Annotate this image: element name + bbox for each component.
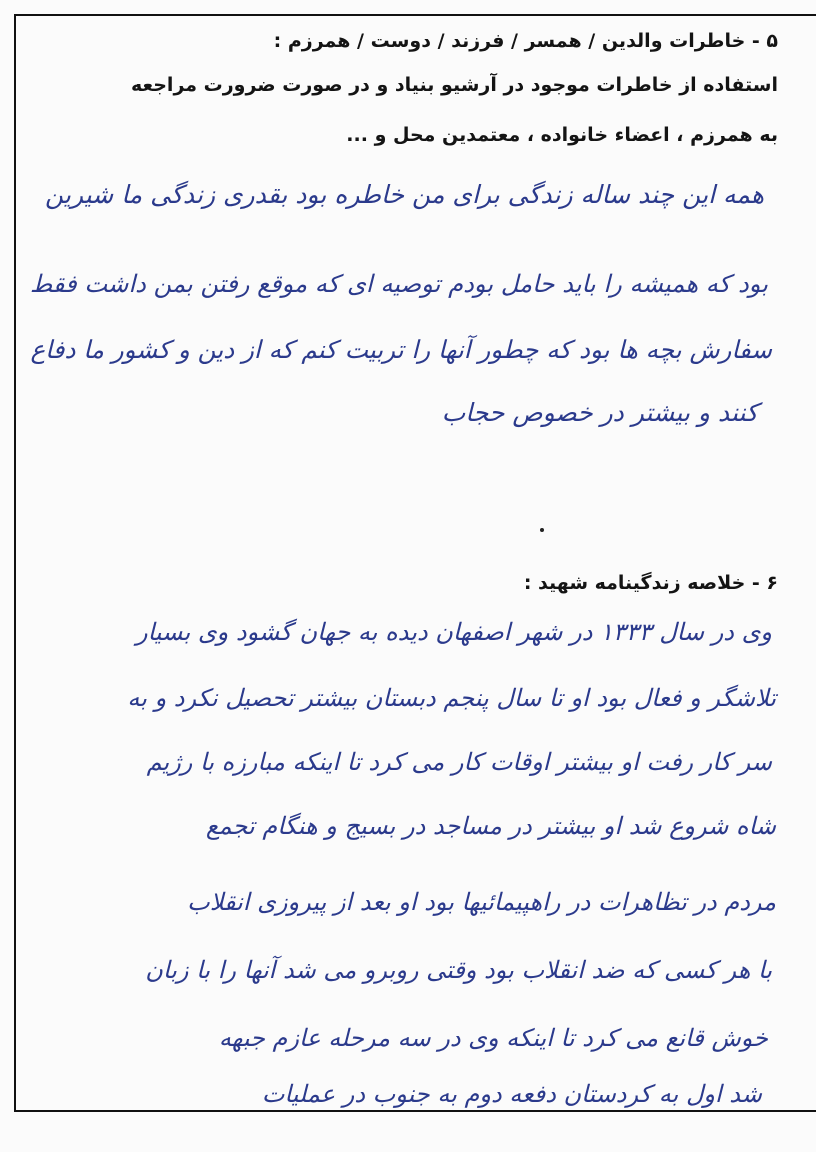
section6-handwritten-line: مردم در تظاهرات در راهپیمائیها بود او بعد از پیروزی انقلاب: [187, 888, 776, 916]
section5-handwritten-line: بود که همیشه را باید حامل بودم توصیه ای که موقع رفتن بمن داشت فقط: [29, 270, 768, 298]
section5-instruction-line2: به همرزم ، اعضاء خانواده ، معتمدین محل و ...: [346, 124, 778, 146]
section6-title: ۶ - خلاصه زندگینامه شهید :: [523, 572, 778, 594]
section6-handwritten-line: وی در سال ۱۳۳۳ در شهر اصفهان دیده به جهان گشود وی بسیار: [136, 618, 772, 646]
stray-dot: [540, 528, 544, 532]
section6-handwritten-line: خوش قانع می کرد تا اینکه وی در سه مرحله عازم جبهه: [218, 1024, 768, 1052]
section6-handwritten-line: شد اول به کردستان دفعه دوم به جنوب در عملیات: [261, 1080, 762, 1108]
page-border-left: [14, 14, 16, 1112]
section6-handwritten-line: تلاشگر و فعال بود او تا سال پنجم دبستان بیشتر تحصیل نکرد و به: [127, 684, 776, 712]
section5-handwritten-line: همه این چند ساله زندگی برای من خاطره بود بقدری زندگی ما شیرین: [44, 180, 764, 209]
section5-handwritten-line: سفارش بچه ها بود که چطور آنها را تربیت کنم که از دین و کشور ما دفاع: [30, 335, 772, 364]
page-border-top: [14, 14, 816, 16]
section6-handwritten-line: سر کار رفت او بیشتر اوقات کار می کرد تا اینکه مبارزه با رژیم: [146, 748, 772, 776]
section6-handwritten-line: شاه شروع شد او بیشتر در مساجد در بسیج و هنگام تجمع: [205, 812, 776, 840]
section5-title: ۵ - خاطرات والدین / همسر / فرزند / دوست / همرزم :: [273, 30, 778, 52]
section5-instruction-line1: استفاده از خاطرات موجود در آرشیو بنیاد و در صورت ضرورت مراجعه: [130, 74, 778, 96]
section5-handwritten-line: کنند و بیشتر در خصوص حجاب: [441, 398, 758, 427]
section6-handwritten-line: با هر کسی که ضد انقلاب بود وقتی روبرو می شد آنها را با زبان: [145, 956, 772, 984]
page-border-bottom: [14, 1110, 816, 1112]
